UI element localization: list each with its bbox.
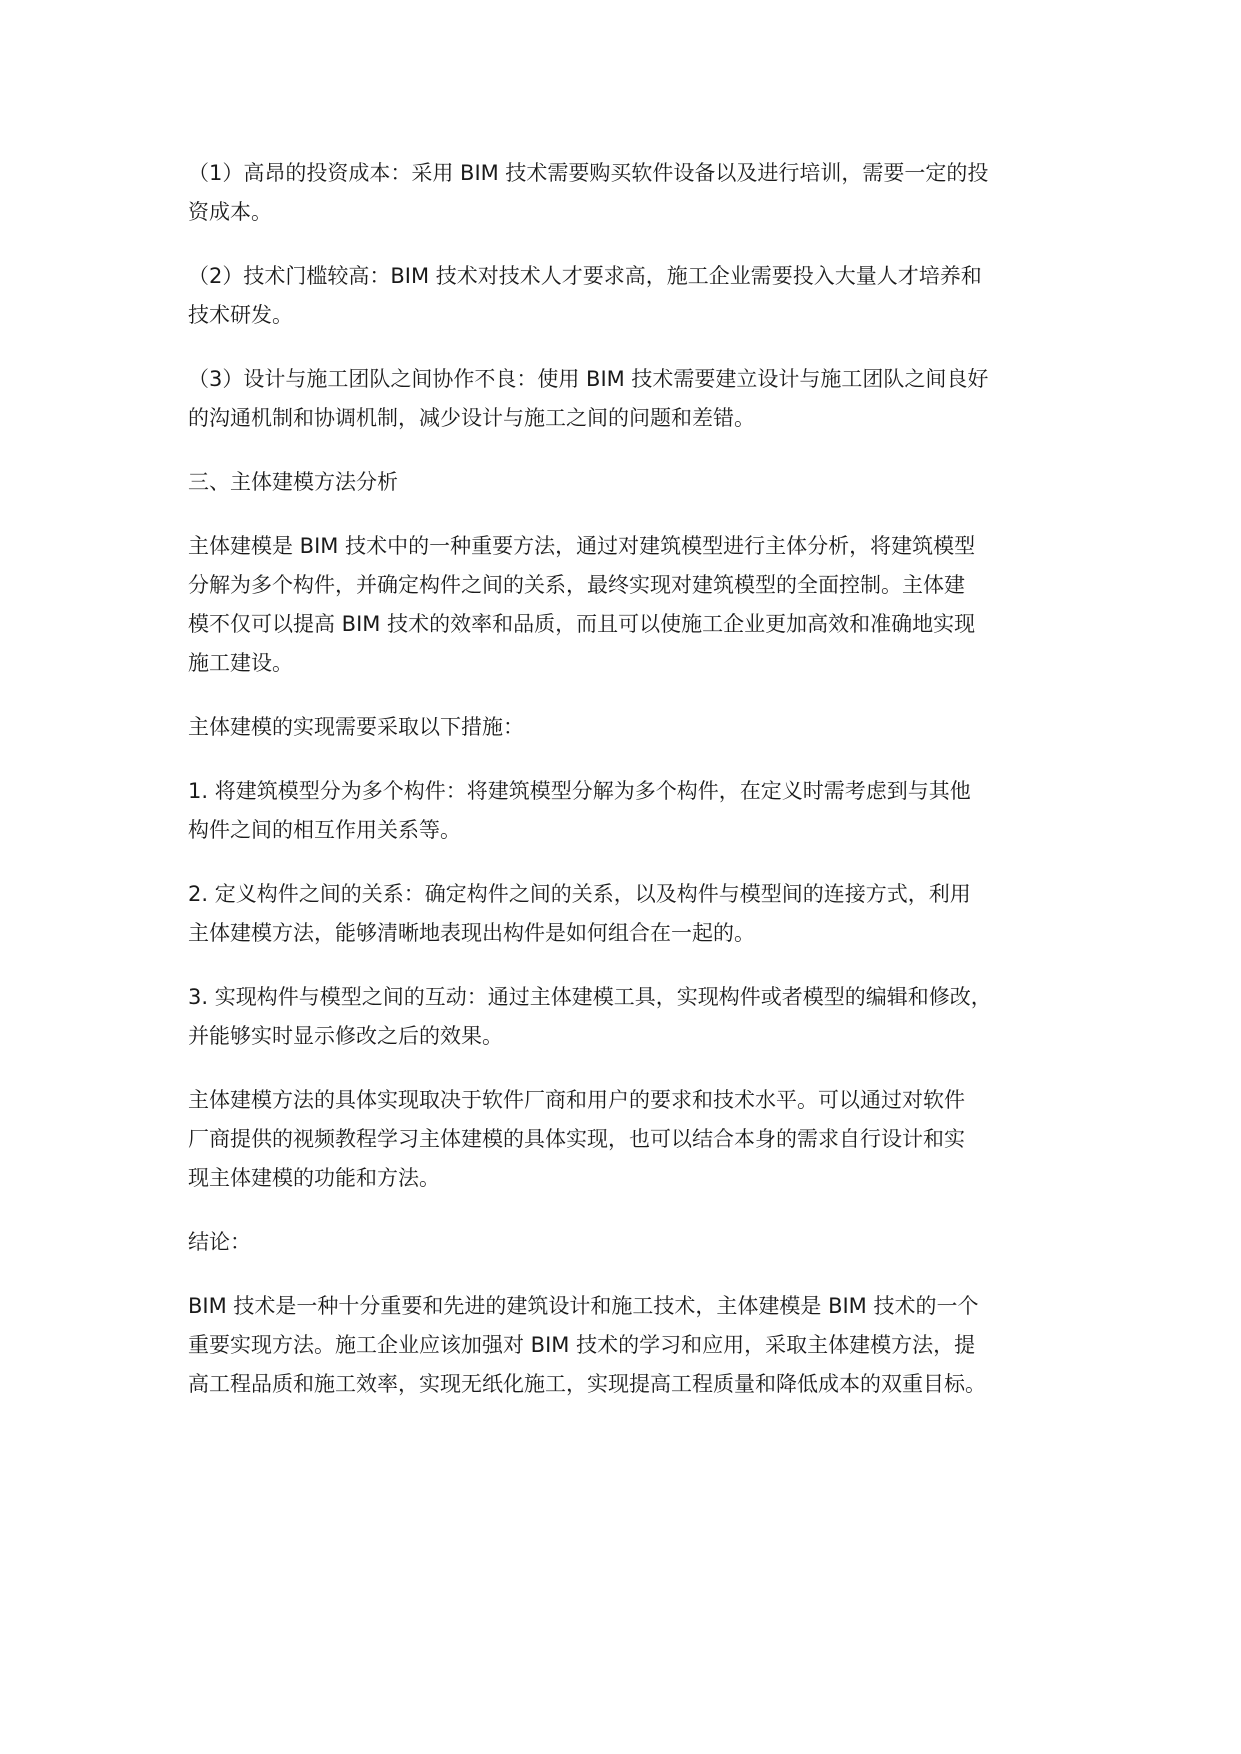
- paragraph-conclusion: [188, 1287, 1088, 1404]
- section-heading-text: 三、主体建模方法分析: [188, 470, 398, 494]
- paragraph-line: 高工程品质和施工效率，实现无纸化施工，实现提高工程质量和降低成本的双重目标。: [188, 1372, 986, 1396]
- paragraph-line: （3）设计与施工团队之间协作不良：使用 BIM 技术需要建立设计与施工团队之间良好: [188, 367, 989, 391]
- paragraph-line: 分解为多个构件，并确定构件之间的关系，最终实现对建筑模型的全面控制。主体建: [188, 573, 965, 597]
- paragraph-line: 模不仅可以提高 BIM 技术的效率和品质，而且可以使施工企业更加高效和准确地实现: [188, 612, 976, 636]
- list-item-2: [188, 875, 1088, 953]
- paragraph-line: 的沟通机制和协调机制，减少设计与施工之间的问题和差错。: [188, 406, 755, 430]
- list-item-3: [188, 978, 1088, 1056]
- paragraph-line: （1）高昂的投资成本：采用 BIM 技术需要购买软件设备以及进行培训，需要一定的投: [188, 161, 989, 185]
- paragraph-line: 1. 将建筑模型分为多个构件：将建筑模型分解为多个构件，在定义时需考虑到与其他: [188, 779, 971, 803]
- paragraph-line: 资成本。: [188, 200, 272, 224]
- paragraph-line: 主体建模方法的具体实现取决于软件厂商和用户的要求和技术水平。可以通过对软件: [188, 1088, 965, 1112]
- paragraph-line: 主体建模的实现需要采取以下措施：: [188, 715, 524, 739]
- paragraph-line: 3. 实现构件与模型之间的互动：通过主体建模工具，实现构件或者模型的编辑和修改，: [188, 985, 992, 1009]
- paragraph-line: 现主体建模的功能和方法。: [188, 1166, 440, 1190]
- list-item-1: [188, 772, 1088, 850]
- paragraph-line: 重要实现方法。施工企业应该加强对 BIM 技术的学习和应用，采取主体建模方法，提: [188, 1333, 976, 1357]
- paragraph-line: 构件之间的相互作用关系等。: [188, 818, 461, 842]
- paragraph-line: 并能够实时显示修改之后的效果。: [188, 1024, 503, 1048]
- paragraph-line: 技术研发。: [188, 303, 293, 327]
- paragraph-line: 主体建模是 BIM 技术中的一种重要方法，通过对建筑模型进行主体分析，将建筑模型: [188, 534, 976, 558]
- paragraph-line: BIM 技术是一种十分重要和先进的建筑设计和施工技术，主体建模是 BIM 技术的一个: [188, 1294, 979, 1318]
- document-page: [188, 154, 1088, 1429]
- paragraph-line: 施工建设。: [188, 651, 293, 675]
- paragraph-line: 厂商提供的视频教程学习主体建模的具体实现，也可以结合本身的需求自行设计和实: [188, 1127, 965, 1151]
- conclusion-heading: [188, 1223, 1088, 1262]
- paragraph-cost: [188, 154, 1088, 232]
- paragraph-threshold: [188, 257, 1088, 335]
- section-heading: [188, 463, 1088, 502]
- paragraph-line: 2. 定义构件之间的关系：确定构件之间的关系，以及构件与模型间的连接方式，利用: [188, 882, 971, 906]
- paragraph-line: 主体建模方法，能够清晰地表现出构件是如何组合在一起的。: [188, 921, 755, 945]
- paragraph-line: （2）技术门槛较高：BIM 技术对技术人才要求高，施工企业需要投入大量人才培养和: [188, 264, 982, 288]
- paragraph-main-modeling: [188, 527, 1088, 683]
- paragraph-measures-intro: [188, 708, 1088, 747]
- paragraph-line: 结论：: [188, 1230, 251, 1254]
- paragraph-collaboration: [188, 360, 1088, 438]
- paragraph-implementation: [188, 1081, 1088, 1198]
